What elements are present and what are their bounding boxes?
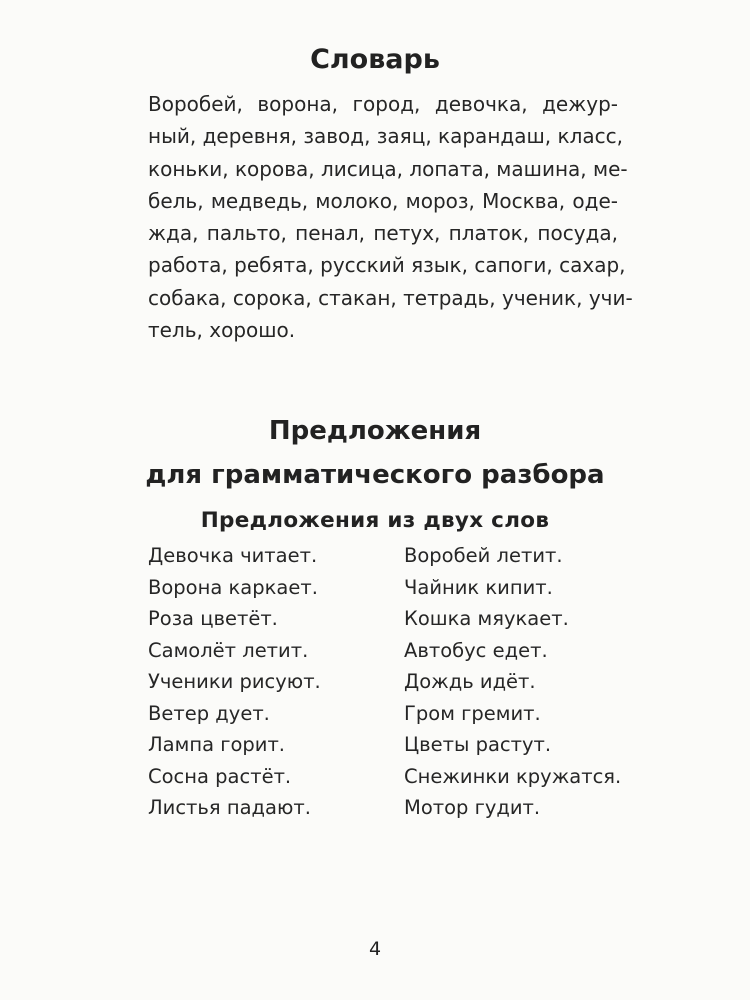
sentences-left-column — [148, 540, 321, 824]
sentence-item: Ворона каркает. — [148, 575, 318, 599]
sentence-item: Ученики рисуют. — [148, 670, 321, 693]
sentence-item: Гром гремит. — [404, 701, 541, 725]
sentence-item: Девочка читает. — [148, 544, 318, 567]
dictionary-line: тель, хорошо. — [148, 318, 296, 343]
sentence-item: Кошка мяукает. — [404, 607, 569, 630]
sentence-item: Ветер дует. — [148, 701, 270, 725]
sentences-subtitle: Предложения из двух слов — [200, 508, 550, 533]
dictionary-line: ный, деревня, завод, заяц, карандаш, класс, — [148, 124, 623, 149]
sentences-title-line2: для грамматического разбора — [145, 460, 605, 490]
dictionary-line: собака, сорока, стакан, тетрадь, ученик, учи- — [148, 285, 633, 310]
sentence-item: Дождь идёт. — [404, 670, 536, 693]
sentence-item: Сосна растёт. — [148, 764, 292, 788]
dictionary-line: Воробей, ворона, город, девочка, дежур- — [148, 92, 618, 116]
dictionary-line: жда, пальто, пенал, петух, платок, посуда, — [148, 221, 618, 246]
sentence-item: Самолёт летит. — [148, 638, 309, 662]
sentence-item: Автобус едет. — [404, 638, 548, 662]
sentence-item: Мотор гудит. — [404, 796, 541, 819]
sentence-item: Лампа горит. — [148, 733, 286, 756]
dictionary-line: работа, ребята, русский язык, сапоги, сахар, — [148, 253, 626, 278]
dictionary-title: Словарь — [310, 44, 440, 75]
sentence-item: Чайник кипит. — [404, 575, 553, 599]
sentences-right-column — [404, 540, 621, 824]
dictionary-paragraph — [148, 88, 633, 346]
sentence-item: Роза цветёт. — [148, 607, 278, 630]
sentence-item: Снежинки кружатся. — [404, 764, 622, 788]
dictionary-line: бель, медведь, молоко, мороз, Москва, оде- — [148, 188, 618, 213]
sentences-title-line1: Предложения — [268, 416, 482, 446]
sentence-item: Листья падают. — [148, 796, 311, 819]
dictionary-line: коньки, корова, лисица, лопата, машина, ме- — [148, 156, 628, 181]
page-number: 4 — [368, 938, 382, 960]
sentence-item: Цветы растут. — [404, 733, 552, 756]
sentence-item: Воробей летит. — [404, 544, 563, 567]
